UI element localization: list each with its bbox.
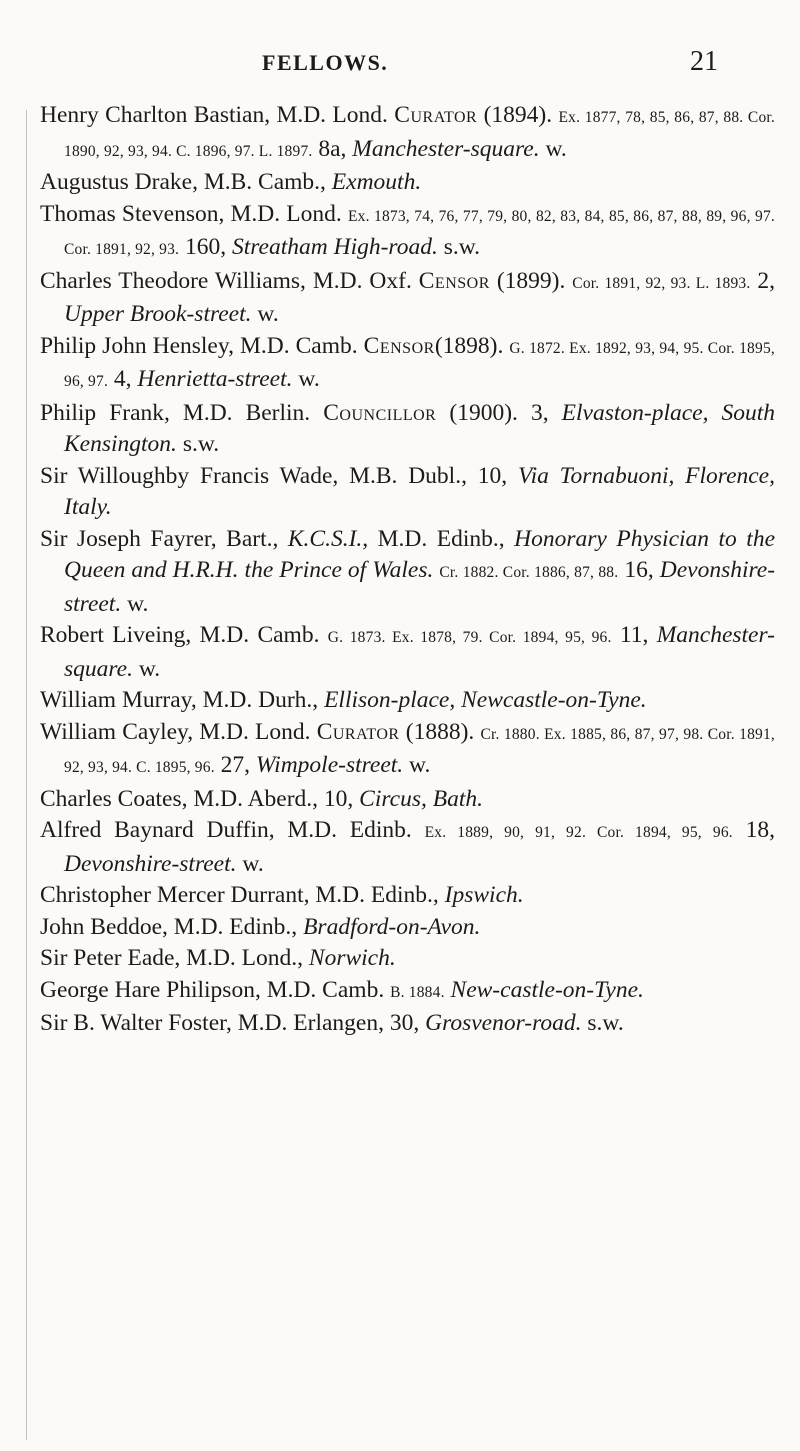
- fellow-entry: Philip Frank, M.D. Berlin. Councillor (1900). 3, Elvaston-place, South Kensington. s.w.: [40, 399, 776, 457]
- fellow-entry: Henry Charlton Bastian, M.D. Lond. Curator (1894). Ex. 1877, 78, 85, 86, 87, 88. Cor. 1890, 92, 93, 94. C. 1896, 97. L. 1897. 8a, Manchester-square. w.: [40, 102, 775, 162]
- fellow-entry: Sir Willoughby Francis Wade, M.B. Dubl., 10, Via Tornabuoni, Florence, Italy.: [40, 462, 775, 520]
- fellows-list: [40, 100, 775, 1040]
- running-head: FELLOWS.: [262, 50, 389, 75]
- binding-edge: [26, 110, 27, 1440]
- fellow-entry: Robert Liveing, M.D. Camb. G. 1873. Ex. 1878, 79. Cor. 1894, 95, 96. 11, Manchester-square. w.: [40, 622, 775, 682]
- fellow-entry: William Murray, M.D. Durh., Ellison-place, Newcastle-on-Tyne.: [40, 687, 647, 713]
- fellow-entry: Sir Peter Eade, M.D. Lond., Norwich.: [40, 945, 396, 971]
- fellow-entry: Alfred Baynard Duffin, M.D. Edinb. Ex. 1889, 90, 91, 92. Cor. 1894, 95, 96. 18, Devonshire-street. w.: [40, 817, 776, 877]
- fellow-entry: Thomas Stevenson, M.D. Lond. Ex. 1873, 74, 76, 77, 79, 80, 82, 83, 84, 85, 86, 87, 88, 89, 96, 97. Cor. 1891, 92, 93. 160, Streatham High-road. s.w.: [40, 200, 775, 260]
- fellow-entry: George Hare Philipson, M.D. Camb. B. 1884. New-castle-on-Tyne.: [40, 976, 644, 1003]
- fellow-entry: Augustus Drake, M.B. Camb., Exmouth.: [40, 169, 422, 195]
- fellow-entry: Philip John Hensley, M.D. Camb. Censor(1898). G. 1872. Ex. 1892, 93, 94, 95. Cor. 1895, 96, 97. 4, Henrietta-street. w.: [40, 332, 775, 392]
- fellow-entry: Sir Joseph Fayrer, Bart., K.C.S.I., M.D. Edinb., Honorary Physician to the Queen and H.R.H. the Prince of Wales. Cr. 1882. Cor. 1886, 87, 88. 16, Devonshire-street. w.: [40, 525, 776, 617]
- fellow-entry: William Cayley, M.D. Lond. Curator (1888). Cr. 1880. Ex. 1885, 86, 87, 97, 98. Cor. 1891, 92, 93, 94. C. 1895, 96. 27, Wimpole-street. w.: [40, 718, 776, 778]
- fellow-entry: Charles Coates, M.D. Aberd., 10, Circus, Bath.: [40, 785, 483, 812]
- fellow-entry: Sir B. Walter Foster, M.D. Erlangen, 30, Grosvenor-road. s.w.: [40, 1010, 624, 1036]
- fellow-entry: Charles Theodore Williams, M.D. Oxf. Censor (1899). Cor. 1891, 92, 93. L. 1893. 2, Upper Brook-street. w.: [40, 267, 776, 327]
- fellow-entry: Christopher Mercer Durrant, M.D. Edinb., Ipswich.: [40, 882, 524, 908]
- running-header: [0, 42, 800, 82]
- page-number: 21: [690, 46, 718, 77]
- fellow-entry: John Beddoe, M.D. Edinb., Bradford-on-Avon.: [40, 913, 481, 940]
